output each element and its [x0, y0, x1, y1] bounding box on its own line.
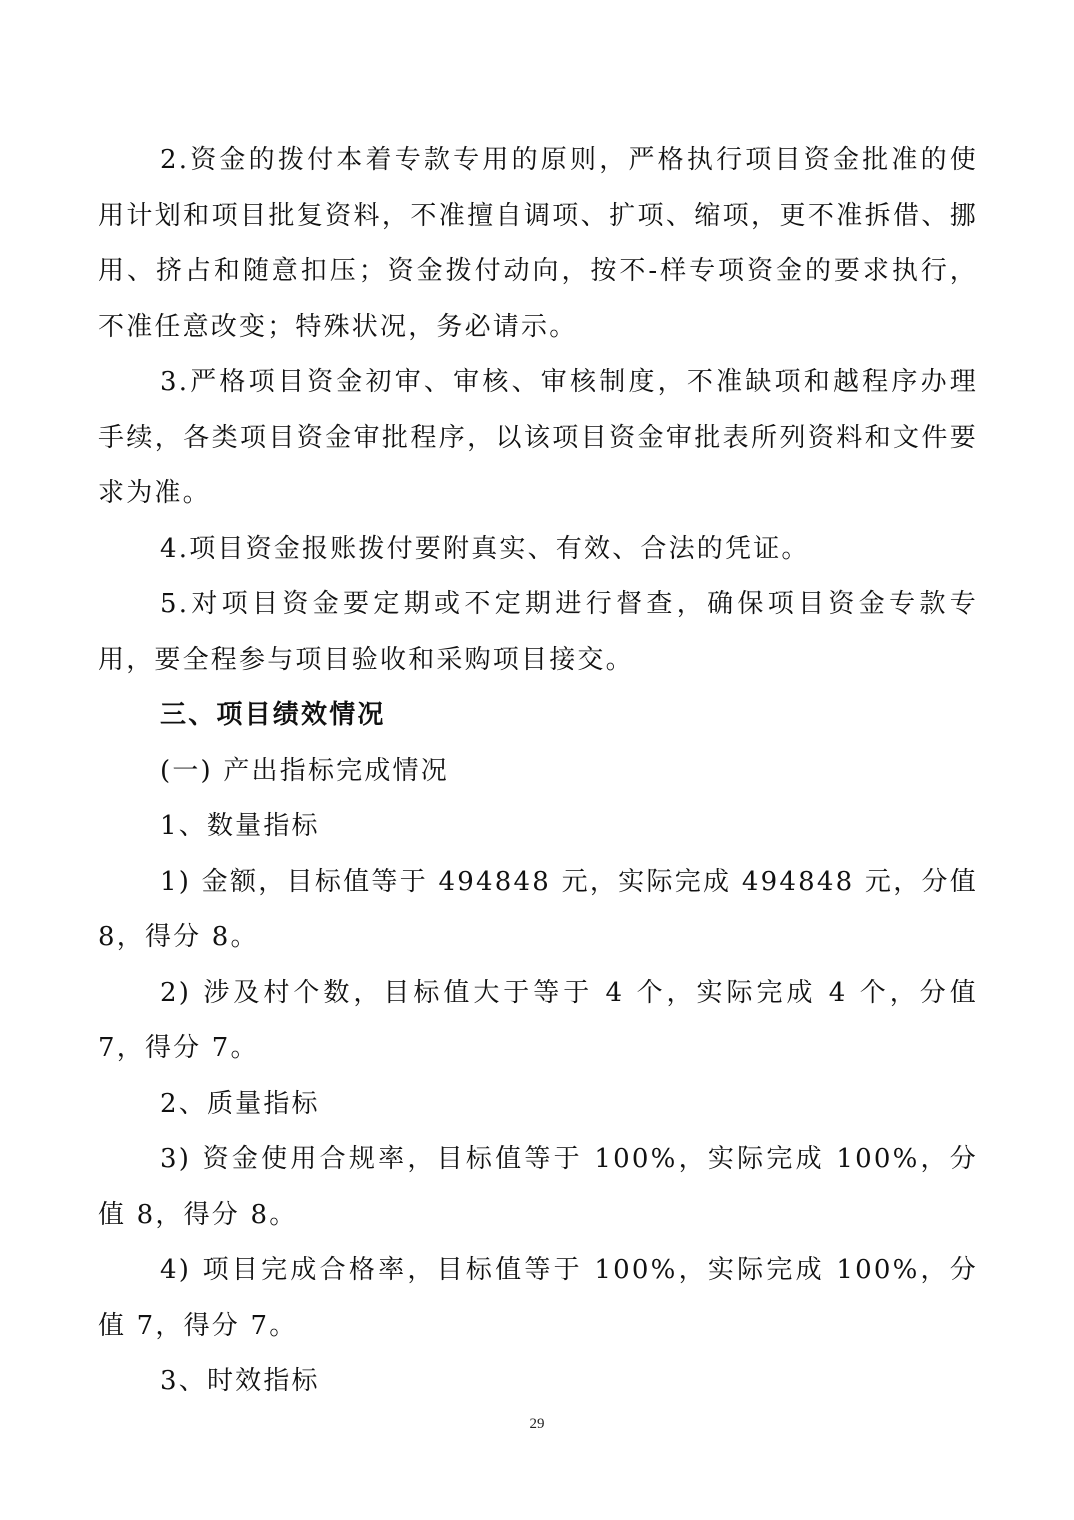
section-heading-performance: 三、项目绩效情况 [160, 700, 386, 730]
paragraph-fund-disbursement: 2.资金的拨付本着专款专用的原则，严格执行项目资金批准的使用计划和项目批复资料，不准擅自调项、扩项、缩项，更不准拆借、挪用、挤占和随意扣压；资金拨付动向，按不-样专项资金的要求执行，不准任意改变；特殊状况，务必请示。 [98, 145, 978, 342]
paragraph-vouchers: 4.项目资金报账拨付要附真实、有效、合法的凭证。 [160, 533, 810, 564]
indicator-compliance-rate: 3) 资金使用合规率，目标值等于 100%，实际完成 100%，分值 8，得分 8。 [98, 1144, 978, 1230]
body-text [98, 133, 978, 1410]
item-quantity-indicators: 1、数量指标 [160, 811, 320, 841]
page-number: 29 [529, 1416, 545, 1432]
subsection-output-indicators: (一) 产出指标完成情况 [160, 755, 449, 786]
indicator-qualified-rate: 4) 项目完成合格率，目标值等于 100%，实际完成 100%，分值 7，得分 7。 [98, 1255, 978, 1341]
paragraph-supervision: 5.对项目资金要定期或不定期进行督查，确保项目资金专款专用，要全程参与项目验收和采购项目接交。 [98, 589, 978, 675]
item-quality-indicators: 2、质量指标 [160, 1088, 320, 1119]
item-timeliness-indicators: 3、时效指标 [160, 1366, 320, 1396]
paragraph-review-system: 3.严格项目资金初审、审核、审核制度，不准缺项和越程序办理手续，各类项目资金审批程序，以该项目资金审批表所列资料和文件要求为准。 [98, 367, 978, 508]
indicator-village-count: 2) 涉及村个数，目标值大于等于 4 个，实际完成 4 个，分值 7，得分 7。 [98, 977, 978, 1063]
indicator-amount: 1) 金额，目标值等于 494848 元，实际完成 494848 元，分值 8，得分 8。 [98, 866, 978, 952]
